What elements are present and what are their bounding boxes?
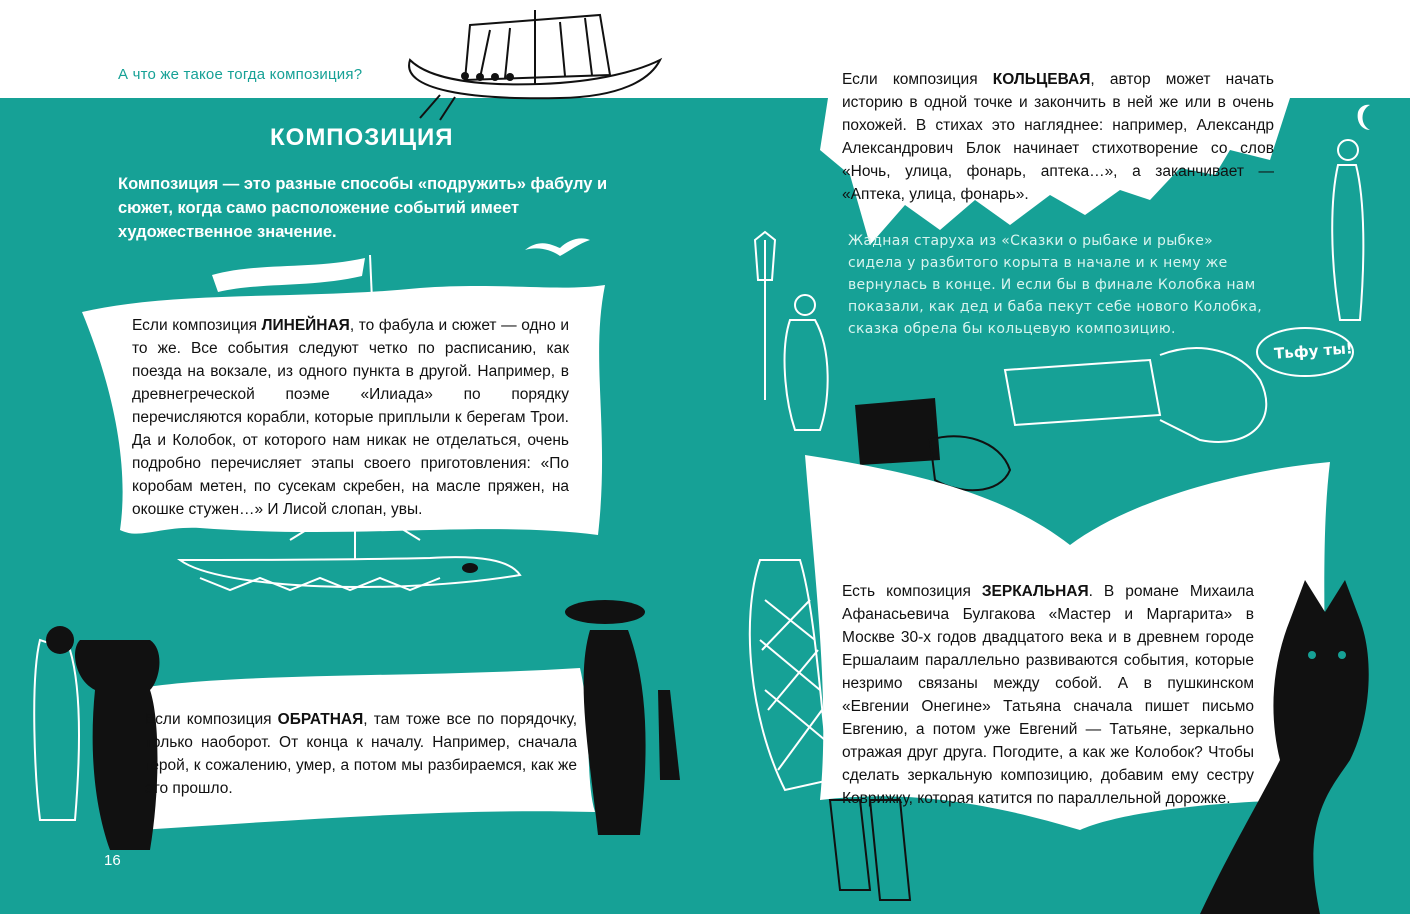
ring-composition-text xyxy=(842,68,1274,206)
header-question: А что же такое тогда композиция? xyxy=(118,66,363,83)
ring-keyword: КОЛЬЦЕВАЯ xyxy=(992,71,1091,88)
trough-illustration xyxy=(1005,348,1266,442)
reverse-composition-text xyxy=(145,708,577,800)
speech-bubble-text: Тьфу ты! xyxy=(1273,339,1354,363)
page-number: 16 xyxy=(104,852,121,869)
linear-keyword: ЛИНЕЙНАЯ xyxy=(261,317,350,334)
linear-prefix: Если композиция xyxy=(132,317,262,334)
ring-aside-note: Жадная старуха из «Сказки о рыбаке и рыбке» сидела у разбитого корыта в начале и к нему же вернулась в конце. И если бы в финале Колобка нам показали, как дед и баба пекут себе нового Колобка, сказка обрела бы кольцевую композицию. xyxy=(848,233,1262,337)
linear-composition-text xyxy=(132,314,569,521)
man-standing-illustration xyxy=(1332,140,1363,320)
lamp-illustration xyxy=(755,232,775,400)
mirror-body: . В романе Михаила Афанасьевича Булгакова «Мастер и Маргарита» в Москве 30-х годов двадцатого века и в древнем городе Ершалаим параллельно развиваются события, которые незримо связаны между собой. А в пушкинском «Евгении Онегине» Татьяна сначала пишет письмо Евгению, а потом уже Евгений — Татьяне, зеркально отражая друг друга. Погодите, а как же Колобок? Чтобы сделать зеркальную композицию, добавим ему сестру Коврижку, которая катится по параллельной дорожке. xyxy=(842,583,1254,807)
reverse-body: , там тоже все по порядочку, только наоборот. От конца к началу. Например, сначала герой, к сожалению, умер, а потом мы разбираемся, как же это прошло. xyxy=(145,711,577,797)
legs-illustration xyxy=(830,800,910,900)
linear-body: , то фабула и сюжет — одно и то же. Все события следуют четко по расписанию, как поезда на вокзале, из одного пункта в другой. Например, в древнегреческой поэме «Илиада» по порядку перечисляются корабли, которые приплыли к берегам Трои. Да и Колобок, от которого нам никак не отделаться, очень подробно перечисляет этапы своего приготовления: «По коробам метен, по сусекам скребен, на масле пряжен, на окошке стужен…» И Лисой слопан, увы. xyxy=(132,317,570,518)
ring-body: , автор может начать историю в одной точке и закончить в ней же или в очень похожей. В стихах это нагляднее: например, Александр Александрович Блок начинает стихотворение со слов «Ночь, улица, фонарь, аптека…», а заканчивает — «Аптека, улица, фонарь». xyxy=(842,71,1275,203)
boy-illustration xyxy=(785,295,828,430)
reverse-keyword: ОБРАТНАЯ xyxy=(277,711,364,728)
intro-text: Композиция — это разные способы «подружить» фабулу и сюжет, когда само расположение событий имеет художественное значение. xyxy=(118,175,608,241)
mirror-keyword: ЗЕРКАЛЬНАЯ xyxy=(981,583,1089,600)
people-left-illustration xyxy=(34,626,159,850)
ship-top-illustration xyxy=(409,10,660,120)
mirror-prefix: Есть композиция xyxy=(842,583,982,600)
moon-icon xyxy=(1358,105,1370,130)
mirror-composition-text xyxy=(842,580,1254,810)
reverse-prefix: Если композиция xyxy=(145,711,278,728)
ring-prefix: Если композиция xyxy=(842,71,993,88)
page-title: КОМПОЗИЦИЯ xyxy=(270,124,454,151)
